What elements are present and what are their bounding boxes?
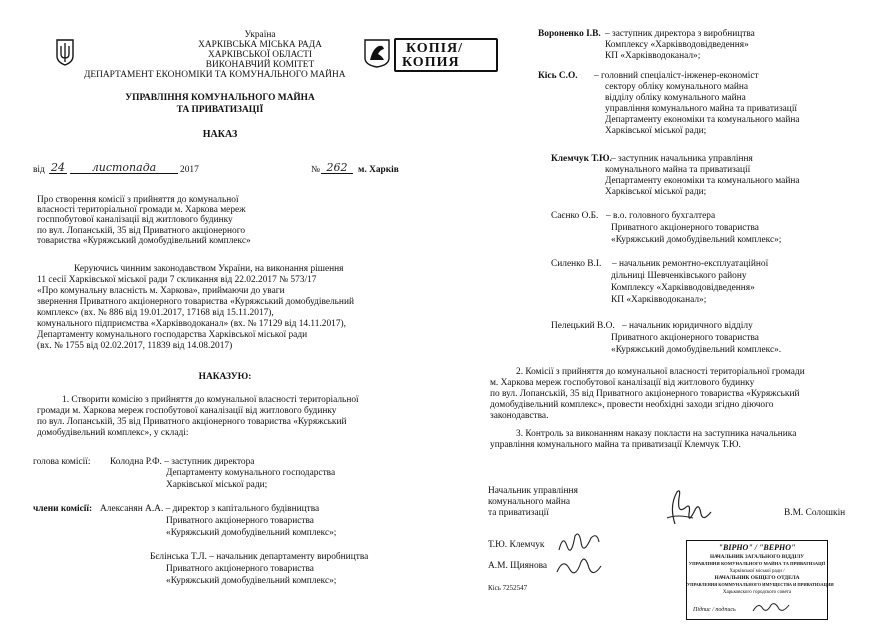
certify-signature [751,599,791,615]
member-line: – головний спеціаліст-інженер-економіст [594,71,759,81]
signatory-title: та приватизації [488,508,549,518]
member-name: Клемчук Т.Ю. [551,154,612,164]
clause2-line: м. Харкова мереж госпобутової каналізації від житлового будинку [490,378,755,388]
certify-stamp-line: НАЧАЛЬНИК ОБЩЕГО ОТДЕЛА [714,575,800,581]
member-line: Харківської міської ради; [605,187,707,197]
member-name: Силенко В.І. [551,259,602,269]
member-line: відділу обліку комунального майна [605,93,746,103]
copy-stamp [394,38,498,72]
approval-name: А.М. Щиянова [488,561,548,571]
chair-line: Харківської міської ради; [166,480,268,490]
member-line: «Куряжський домобудівельний комплекс». [611,345,782,355]
certify-stamp-line: НАЧАЛЬНИК ЗАГАЛЬНОГО ВІДДІЛУ [709,554,805,560]
subject-line: власності територіальної громади м. Харкова мереж [37,205,246,215]
certify-stamp-line: УПРАВЛЕНИЯ КОММУНАЛЬНОГО ИМУЩЕСТВА И ПРИВАТИЗАЦИИ [687,582,834,587]
member-line: Приватного акціонерного товариства [166,516,314,526]
copy-stamp-line-1: КОПІЯ/ [406,41,464,56]
preamble-line: Департаменту комунального господарства Харківської міської ради [37,330,308,340]
certify-stamp-top: "ВІРНО" / "ВЕРНО" [718,543,796,552]
member-line: Бєлінська Т.Л. – начальник департаменту виробництва [150,552,369,562]
member-line: сектору обліку комунального майна [605,82,749,92]
member-name: Пелецький В.О. [551,321,615,331]
members-label: члени комісії: [33,504,93,514]
clause2-line: по вул. Лопанській, 35 від Приватного акціонерного товариства «Куряжський [490,389,800,399]
member-line: Департаменту економіки та комунального майна [605,176,800,186]
member-line: Приватного акціонерного товариства [611,333,759,343]
member-line: дільниці Шевченківського району [611,271,747,281]
preamble-line: 11 сесії Харківської міської ради 7 скликання від 22.02.2017 № 573/17 [37,275,317,285]
coat-of-arms-icon [55,38,75,66]
member-line: – заступник директора з виробництва [605,29,755,39]
date-day: 24 [51,161,65,174]
approval-name: Т.Ю. Клемчук [488,540,545,550]
certify-stamp-line: Харківської міської ради / [729,569,785,574]
subject-line: товариства «Куряжський домобудівельний комплекс» [37,236,251,246]
order-number: 262 [321,162,353,174]
member-line: Приватного акціонерного товариства [166,564,314,574]
date-year: 2017 [180,165,199,175]
member-name: Кісь С.О. [538,71,578,81]
member-line: КП «Харківводоканал»; [611,295,707,305]
member-line: – заступник начальника управління [611,154,753,164]
directorate-line-2: ТА ПРИВАТИЗАЦІЇ [176,105,264,115]
subject-line: Про створення комісії з прийняття до комунальної [37,195,239,205]
header-department: ДЕПАРТАМЕНТ ЕКОНОМІКИ ТА КОМУНАЛЬНОГО МАЙНА [84,70,346,80]
clause1-line: 1. Створити комісію з прийняття до комунальної власності територіальної [62,395,359,405]
member-line: «Куряжський домобудівельний комплекс»; [166,576,337,586]
certify-stamp [686,540,834,620]
subject-line: госппобутової каналізації від житлового будинку [37,215,233,225]
header-oblast: ХАРКІВСЬКОЇ ОБЛАСТІ [208,50,312,60]
clause1-line: по вул. Лопанській, 35 від Приватного акціонерного товариства «Куряжський [37,417,347,427]
number-sign: № [311,165,320,175]
member-line: Комплексу «Харківводовідведення» [605,40,749,50]
chair-line: Колодна Р.Ф. – заступник директора [110,457,255,467]
head-signature [655,484,715,530]
member-line: Харківської міської ради; [605,126,707,136]
member-name: Вороненко І.В. [538,29,601,39]
order-place: м. Харків [358,165,399,175]
member-line: – в.о. головного бухгалтера [606,211,716,221]
preamble-line: (вх. № 1755 від 02.02.2017, 11839 від 14.08.2017) [37,341,233,351]
member-line: – начальник ремонтно-експлуатаційної [612,259,769,269]
chair-line: Департаменту комунального господарства [166,468,336,478]
preamble-line: «Про комунальну власність м. Харкова», приймаючи до уваги [37,286,285,296]
member-line: Комплексу «Харківводовідведення» [611,283,755,293]
clause2-line: домобудівельний комплекс», провести необхідні заходи згідно діючого [490,400,774,410]
preamble-line: Керуючись чинним законодавством України, на виконання рішення [74,264,344,274]
directorate-line-1: УПРАВЛІННЯ КОМУНАЛЬНОГО МАЙНА [125,93,315,103]
member-line: Алексанян А.А. – директор з капітального будівництва [100,504,320,514]
executor: Кісь 7252547 [488,584,528,592]
doc-type: НАКАЗ [202,129,238,140]
approval-signature [553,528,609,588]
preamble-line: комплекс» (вх. № 886 від 19.01.2017, 17168 від 15.11.2017), [37,308,274,318]
clause3-line: управління комунального майна та приватизації Клемчук Т.Ю. [490,440,741,450]
member-line: Департаменту економіки та комунального майна [605,115,800,125]
order-heading: НАКАЗУЮ: [198,372,252,382]
member-line: «Куряжський домобудівельний комплекс»; [611,235,782,245]
member-line: управління комунального майна та приватизації [605,104,798,114]
header-exec-committee: ВИКОНАВЧИЙ КОМІТЕТ [205,60,315,70]
clause1-line: домобудівельний комплекс», у складі: [37,428,189,438]
header-country: Україна [244,30,276,40]
clause1-line: громади м. Харкова мереж госпобутової каналізації від житлового будинку [37,406,337,416]
signatory-title: комунального майна [488,497,570,507]
subject-line: по вул. Лопанській, 35 від Приватного акціонерного [37,226,246,236]
copy-stamp-line-2: КОПИЯ [402,55,460,70]
certify-stamp-sign-label: Підпис / подпись [693,607,736,613]
signatory-title: Начальник управління [488,486,578,496]
preamble-line: комунального підприємства «Харківводоканал» (вх. № 17129 від 14.11.2017), [37,319,347,329]
member-line: Приватного акціонерного товариства [611,223,759,233]
member-line: – начальник юридичного відділу [622,321,753,331]
clause3-line: 3. Контроль за виконанням наказу покласти на заступника начальника [516,429,797,439]
member-line: комунального майна та приватизації [605,165,751,175]
clause2-line: законодавства. [490,411,549,421]
member-line: «Куряжський домобудівельний комплекс»; [166,528,337,538]
date-month: листопада [70,162,178,174]
chair-role: голова комісії: [33,457,91,467]
certify-stamp-line: УПРАВЛІННЯ КОМУНАЛЬНОГО МАЙНА ТА ПРИВАТИЗАЦІЇ [688,561,826,566]
clause2-line: 2. Комісії з прийняття до комунальної власності територіальної громади [516,367,805,377]
date-prefix: від [33,165,45,175]
signatory-name: В.М. Солошкін [784,508,846,518]
header-city-council: ХАРКІВСЬКА МІСЬКА РАДА [198,40,322,50]
preamble-line: звернення Приватного акціонерного товариства «Куряжський домобудівельний [37,297,354,307]
member-name: Саєнко О.Б. [551,211,599,221]
member-line: КП «Харківводоканал»; [605,51,701,61]
certify-stamp-line: Харьковского городского совета [722,590,792,595]
